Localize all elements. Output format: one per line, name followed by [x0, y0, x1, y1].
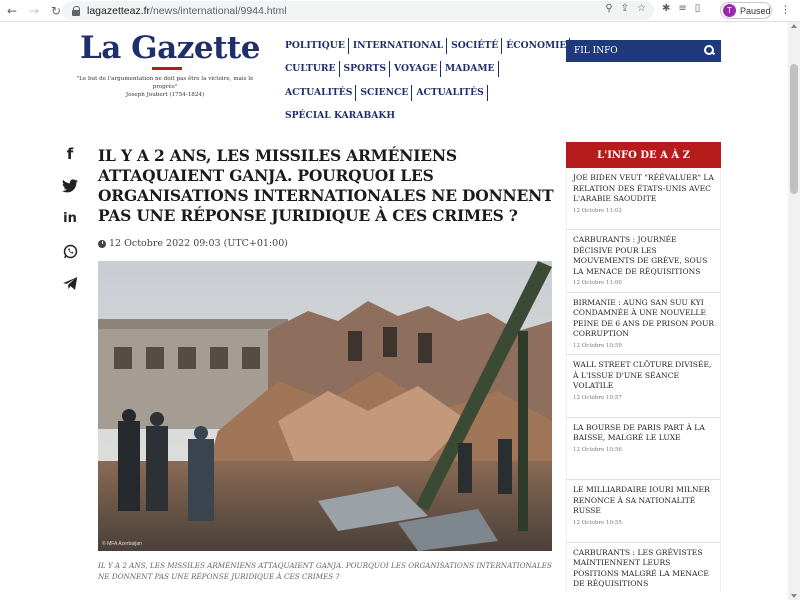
telegram-icon[interactable]: [60, 273, 80, 293]
scroll-up-arrow-icon[interactable]: [791, 24, 797, 28]
news-item[interactable]: [567, 418, 720, 481]
menu-item-economie[interactable]: ÉCONOMIE: [505, 38, 570, 54]
browser-toolbar: [0, 0, 800, 22]
news-item-title[interactable]: LE MILLIARDAIRE IOURI MILNER RENONCE À SA NATIONALITÉ RUSSE: [573, 485, 710, 515]
profile-button[interactable]: [720, 2, 772, 19]
extensions-puzzle-icon[interactable]: ✱: [662, 3, 671, 14]
share-page-icon[interactable]: ⇪: [620, 3, 630, 14]
news-item[interactable]: [567, 168, 720, 230]
menu-row-3: [284, 85, 556, 101]
news-item-time: 12 Octobre 10:56: [573, 446, 622, 453]
scroll-down-arrow-icon[interactable]: [791, 594, 797, 598]
menu-item-actualites-2[interactable]: ACTUALITÉS: [415, 85, 487, 101]
news-item-title[interactable]: BIRMANIE : AUNG SAN SUU KYI CONDAMNÉE À UNE NOUVELLE PEINE DE 6 ANS DE PRISON POUR CORRUPTION: [573, 297, 715, 338]
logo-underline: [152, 67, 182, 70]
site-logo[interactable]: La Gazette: [80, 30, 260, 66]
address-bar[interactable]: [62, 1, 654, 20]
article-photo: [98, 261, 552, 551]
search-icon[interactable]: [704, 45, 714, 55]
clock-icon: [98, 240, 106, 248]
news-item-time: 12 Octobre 10:55: [573, 519, 622, 526]
forward-arrow-icon[interactable]: →: [28, 3, 40, 18]
menu-item-international[interactable]: INTERNATIONAL: [352, 38, 447, 54]
news-item-title[interactable]: LA BOURSE DE PARIS PART À LA BAISSE, MALGRÉ LE LUXE: [573, 422, 705, 442]
fil-info-label: FIL INFO: [574, 46, 618, 56]
news-item-title[interactable]: CARBURANTS : JOURNÉE DÉCISIVE POUR LES MOUVEMENTS DE GRÈVE, SOUS LA MENACE DE RÉQUISITIONS: [573, 235, 708, 276]
page-scrollbar[interactable]: [788, 22, 800, 600]
profile-status: Paused: [740, 5, 771, 16]
url-domain: lagazetteaz.fr: [87, 4, 151, 17]
menu-item-special-karabakh[interactable]: SPÉCIAL KARABAKH: [285, 110, 396, 122]
news-item-title[interactable]: JOE BIDEN VEUT "RÉÉVALUER" LA RELATION DES ÉTATS-UNIS AVEC L'ARABIE SAOUDITE: [573, 173, 714, 203]
side-panel-icon[interactable]: ▯: [694, 3, 701, 14]
tagline-quote: "Le but de l'argumentation ne doit pas être la victoire, mais le progrès": [76, 76, 254, 90]
photo-credit: © MFA Azerbaijan: [102, 541, 142, 547]
news-item-time: 12 Octobre 11:02: [573, 207, 622, 214]
linkedin-icon[interactable]: in: [63, 210, 77, 226]
browser-menu-icon[interactable]: ⋮: [780, 3, 791, 16]
sidebar-heading: L'INFO DE A À Z: [566, 142, 721, 168]
news-item[interactable]: [567, 230, 720, 293]
news-item[interactable]: [567, 355, 720, 418]
back-arrow-icon[interactable]: ←: [6, 3, 18, 18]
url-text[interactable]: [87, 5, 287, 17]
reading-list-icon[interactable]: ≡: [678, 3, 687, 14]
menu-item-science[interactable]: SCIENCE: [359, 85, 412, 101]
facebook-icon[interactable]: f: [66, 145, 74, 163]
menu-item-madame[interactable]: MADAME: [444, 61, 499, 77]
news-item-time: 12 Octobre 11:00: [573, 280, 622, 286]
news-item-title[interactable]: WALL STREET CLÔTURE DIVISÉE, À L'ISSUE D'UNE SÉANCE VOLATILE: [573, 360, 712, 390]
menu-item-sports[interactable]: SPORTS: [343, 61, 391, 77]
avatar: T: [723, 4, 736, 17]
news-item[interactable]: [567, 543, 720, 593]
main-menu: [284, 38, 567, 132]
url-path: /news/international/9944.html: [150, 4, 287, 17]
reload-icon[interactable]: ↻: [50, 3, 62, 18]
news-item-title[interactable]: CARBURANTS : LES GRÉVISTES MAINTIENNENT LEURS POSITIONS MALGRÉ LA MENACE DE RÉQUISITIONS: [573, 547, 709, 588]
bookmark-star-icon[interactable]: ☆: [637, 3, 646, 14]
fil-info-button[interactable]: [566, 40, 721, 62]
menu-item-culture[interactable]: CULTURE: [284, 61, 340, 77]
article-date: [98, 238, 288, 249]
news-item-time: 12 Octobre 10:57: [573, 394, 622, 401]
rubble-scene-image: [98, 261, 552, 551]
scroll-thumb[interactable]: [790, 64, 798, 194]
menu-item-actualites[interactable]: ACTUALITÉS: [284, 85, 356, 101]
twitter-icon[interactable]: [60, 176, 80, 196]
article-date-text: 12 Octobre 2022 09:03 (UTC+01:00): [109, 238, 288, 249]
tagline-author: Joseph Joubert (1754-1824): [125, 92, 205, 98]
news-feed: [566, 168, 721, 592]
whatsapp-icon[interactable]: [60, 241, 80, 261]
zoom-icon[interactable]: ⚲: [605, 3, 613, 14]
menu-item-voyage[interactable]: VOYAGE: [393, 61, 441, 77]
lock-icon[interactable]: [72, 6, 81, 16]
menu-row-4: [284, 108, 556, 124]
news-item[interactable]: [567, 480, 720, 543]
article-title: IL Y A 2 ANS, LES MISSILES ARMÉNIENS ATTAQUAIENT GANJA. POURQUOI LES ORGANISATIONS INTERNATIONALES NE DONNENT PAS UNE RÉPONSE JURIDIQUE À CES CRIMES ?: [98, 146, 554, 225]
menu-item-politique[interactable]: POLITIQUE: [284, 38, 349, 54]
news-item-time: 12 Octobre 10:59: [573, 342, 622, 349]
news-item[interactable]: [567, 293, 720, 356]
menu-item-societe[interactable]: SOCIÉTÉ: [450, 38, 502, 54]
menu-row-2: [284, 61, 556, 77]
photo-caption: IL Y A 2 ANS, LES MISSILES ARMÉNIENS ATTAQUAIENT GANJA. POURQUOI LES ORGANISATIONS INTERNATIONALES NE DONNENT PAS UNE RÉPONSE JURIDIQUE À CES CRIMES ?: [98, 561, 552, 581]
tagline: [70, 75, 260, 99]
menu-row-1: [284, 38, 567, 54]
